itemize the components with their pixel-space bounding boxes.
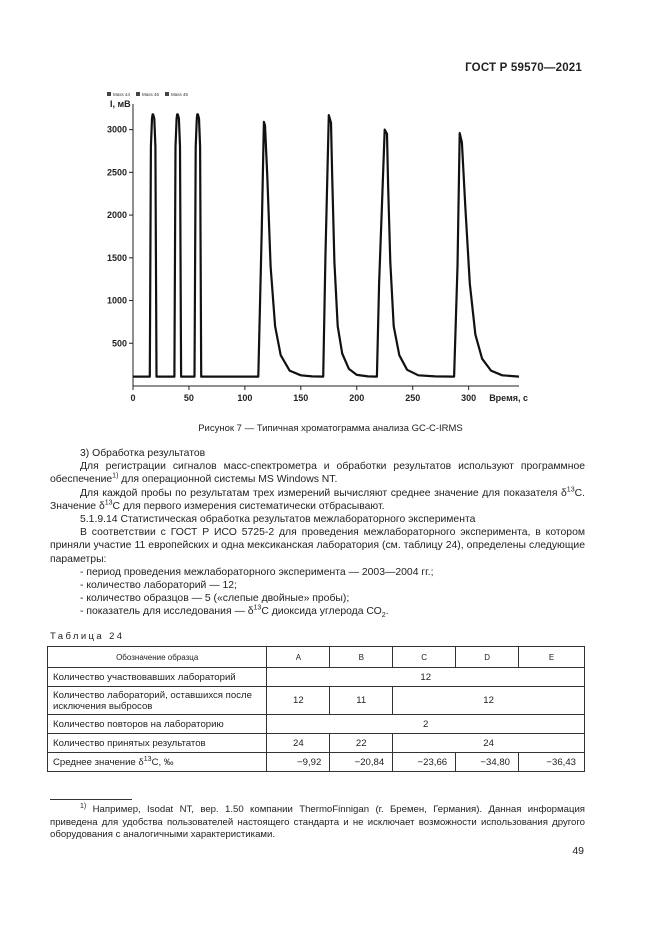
table-cell: 22 [330, 734, 393, 753]
footnote [50, 804, 585, 842]
footnote-text: Например, Isodat NT, вер. 1.50 компании ThermoFinnigan (г. Бремен, Германия). Данная информация приведена для удобства пользователей настоящего стандарта и не исключает возможности использования другого оборудования с аналогичными характеристиками. [50, 804, 585, 841]
legend-swatch [107, 92, 111, 96]
legend-swatch [136, 92, 140, 96]
table-label: Таблица 24 [50, 631, 125, 642]
header-cell: E [519, 647, 585, 668]
figure-caption: Рисунок 7 — Типичная хроматограмма анализа GC-C-IRMS [198, 423, 463, 434]
y-tick-label: 2000 [106, 210, 127, 221]
header-cell: C [393, 647, 456, 668]
footnote-divider [50, 799, 132, 800]
x-tick-label: 0 [130, 393, 136, 403]
table-cell: −23,66 [393, 753, 456, 772]
table-cell: 24 [267, 734, 330, 753]
y-tick-label: 2500 [106, 167, 127, 178]
chart-svg [96, 88, 530, 414]
x-tick-label: 100 [237, 393, 253, 403]
section-heading: 5.1.9.14 Статистическая обработка результатов межлабораторного эксперимента [80, 514, 476, 526]
x-tick-label: 150 [293, 393, 309, 403]
merged-cell: 24 [393, 734, 585, 753]
paragraph-software: Для регистрации сигналов масс-спектрометра и обработки результатов используют программное обеспечение$^{1)}$ для операционной системы MS Windows NT. [50, 461, 585, 486]
header-cell: D [456, 647, 519, 668]
x-axis-label: Время, с [489, 393, 528, 403]
header-cell: B [330, 647, 393, 668]
x-tick-label: 200 [349, 393, 365, 403]
table-row [48, 753, 585, 772]
body-text [50, 447, 585, 619]
table-cell: −36,43 [519, 753, 585, 772]
x-tick-label: 250 [405, 393, 421, 403]
row-label: Количество повторов на лабораторию [48, 715, 267, 734]
table-row [48, 687, 585, 715]
paragraph-processing-title: 3) Обработка результатов [80, 448, 206, 459]
y-tick-label: 3000 [106, 124, 127, 135]
y-tick-label: 1500 [106, 252, 127, 263]
table-row [48, 734, 585, 753]
x-tick-label: 50 [183, 393, 194, 403]
page-number: 49 [572, 845, 584, 857]
table-header-row [48, 647, 585, 668]
y-tick-label: 500 [111, 338, 127, 349]
table-row [48, 715, 585, 734]
results-table [47, 646, 585, 772]
x-tick-label: 300 [461, 393, 477, 403]
legend-label: Mass 44 [113, 92, 131, 97]
table-cell: 12 [267, 687, 330, 715]
footnote-ref: 1) [112, 472, 119, 480]
list-item: - количество образцов — 5 («слепые двойные» пробы); [80, 593, 350, 605]
y-axis-label: I, мВ [110, 99, 131, 109]
list-item: - показатель для исследования — $\delta^{13}С$ диоксида углерода $СО_2$. [80, 604, 389, 620]
row-label: Количество лабораторий, оставшихся после исключения выбросов [48, 687, 267, 715]
legend-label: Mass 45 [142, 92, 160, 97]
table-cell: 11 [330, 687, 393, 715]
legend-swatch [165, 92, 169, 96]
table-cell: −20,84 [330, 753, 393, 772]
row-label: Среднее значение $\delta^{13}С$, ‰ [48, 753, 267, 772]
table-cell: −9,92 [267, 753, 330, 772]
y-tick-label: 1000 [106, 295, 127, 306]
footnote-mark: 1) [80, 802, 87, 810]
paragraph-parameters: В соответствии с ГОСТ Р ИСО 5725-2 для проведения межлабораторного эксперимента, в котором приняли участие 11 европейских и одна мексиканская лаборатория (см. таблицу 24), определены следующие параметры: [50, 527, 585, 565]
merged-cell: 12 [393, 687, 585, 715]
chromatogram-chart [96, 88, 530, 414]
merged-cell: 2 [267, 715, 585, 734]
list-item: - период проведения межлабораторного эксперимента — 2003—2004 гг.; [80, 566, 434, 578]
list-item: - количество лабораторий — 12; [80, 580, 237, 592]
series-line [133, 114, 519, 376]
document-code: ГОСТ Р 59570—2021 [465, 62, 582, 74]
header-cell: A [267, 647, 330, 668]
row-label: Количество участвовавших лабораторий [48, 668, 267, 687]
table-cell: −34,80 [456, 753, 519, 772]
row-label: Количество принятых результатов [48, 734, 267, 753]
table-row [48, 668, 585, 687]
header-cell: Обозначение образца [48, 647, 267, 668]
legend-label: Mass 46 [171, 92, 189, 97]
paragraph-mean-value: Для каждой пробы по результатам трех измерений вычисляют среднее значение для показателя $\delta^{13}С$. Значение $\delta^{13}С$ для первого измерения систематически отбрасывают. [50, 486, 585, 512]
merged-cell: 12 [267, 668, 585, 687]
